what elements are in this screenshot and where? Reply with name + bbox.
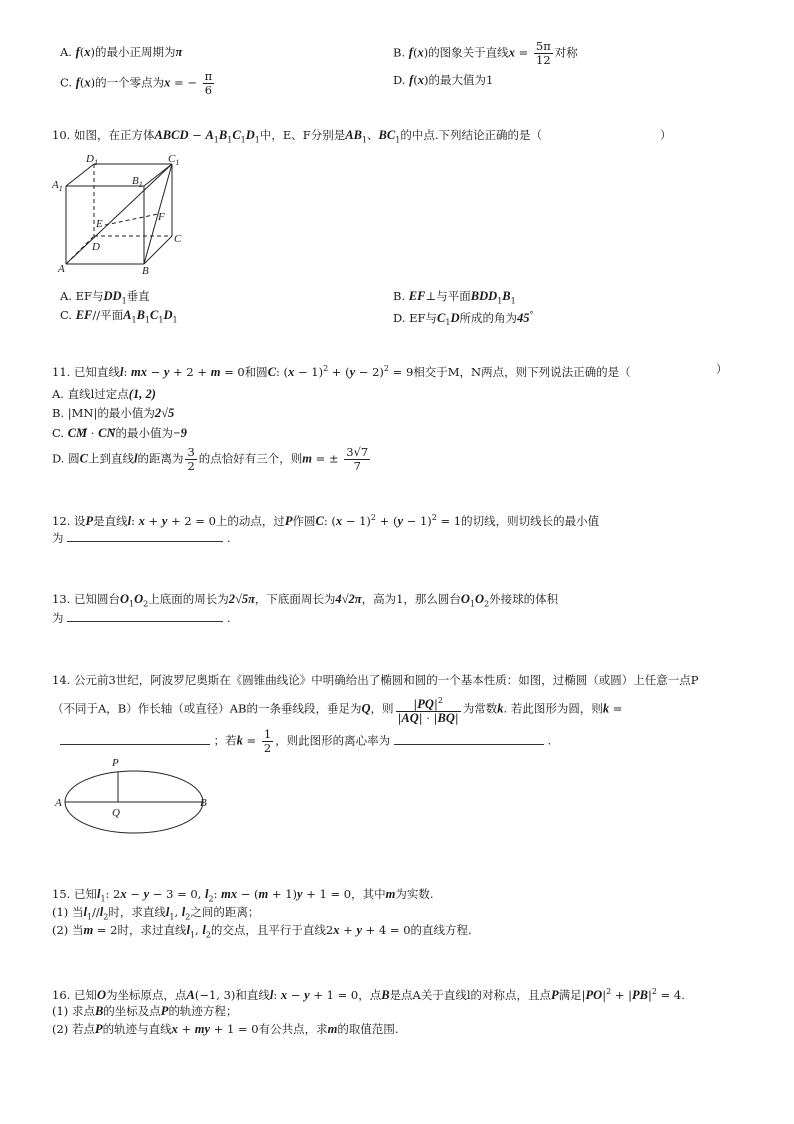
q9-option-c: C. f(x)的一个零点为x = − $\frac{\pi}{6}$ (60, 69, 213, 97)
ellipse-figure (50, 752, 216, 836)
label-d1: $D_1$ (86, 153, 98, 167)
q11-option-a: A. 直线l过定点(1, 2) (52, 387, 156, 401)
q10-option-d: D. EF与$C_1D$所成的角为45° (393, 310, 534, 328)
cube-figure (50, 152, 190, 278)
q12-stem: 12. 设P是直线l: x + y + 2 = 0上的动点，过P作圆C: $(x - 1)^2 + (y - 1)^2 = 1$的切线，则切线长的最小值 (52, 513, 600, 528)
q13-stem: 13. 已知圆台$O_1O_2$上底面的周长为2√5π，下底面周长为4√2π，高为1，那么圆台$O_1O_2$外接球的体积 (52, 592, 559, 609)
label-a1: $A_1$ (52, 179, 63, 193)
label-c1: $C_1$ (168, 153, 180, 167)
label-a-ellipse: A (55, 797, 62, 809)
q16-part1: (1) 求点B的坐标及点P的轨迹方程； (52, 1004, 238, 1018)
q11-option-b: B. |MN|的最小值为2√5 (52, 406, 175, 420)
q15-stem: 15. 已知$l_1$: 2x − y − 3 = 0, $l_2$: mx − (m + 1)y + 1 = 0，其中m为实数. (52, 887, 434, 904)
q14-answer-blank-2[interactable] (394, 732, 544, 745)
q16-stem: 16. 已知O为坐标原点，点A(−1, 3)和直线l: x − y + 1 = 0，点B是点A关于直线l的对称点，且点P满足$|PO|^2 + |PB|^2 = 4$. (52, 987, 685, 1002)
q12-answer-line: 为 . (52, 531, 231, 545)
q13-answer-blank[interactable] (67, 609, 223, 622)
q11-close-paren: ） (716, 362, 728, 376)
q10-option-c: C. EF//平面$A_1B_1C_1D_1$ (60, 308, 178, 325)
label-e: E (96, 218, 103, 230)
label-d: D (92, 241, 100, 253)
label-c: C (174, 233, 182, 245)
q14-line1: 14. 公元前3世纪，阿波罗尼奥斯在《圆锥曲线论》中明确给出了椭圆和圆的一个基本性质：如图，过椭圆（或圆）上任意一点P (52, 673, 699, 687)
q10-stem: 10. 如图，在正方体ABCD − $A_1B_1C_1D_1$中，E、F分别是$AB_1$、$BC_1$的中点.下列结论正确的是（ (52, 128, 542, 145)
label-b-ellipse: B (200, 797, 207, 809)
q15-part2: (2) 当m = 2时，求过直线$l_1$, $l_2$的交点，且平行于直线2x + y + 4 = 0的直线方程. (52, 923, 472, 940)
label-b: B (142, 265, 149, 277)
q9-option-b: B. f(x)的图象关于直线x = $\frac{5\pi}{12}$ 对称 (393, 39, 578, 67)
q16-part2: (2) 若点P的轨迹与直线x + my + 1 = 0有公共点，求m的取值范围. (52, 1022, 399, 1036)
q11-option-c: C. CM⃗ · CN的最小值为−9 (52, 426, 187, 440)
q14-answer-blank-1[interactable] (60, 732, 210, 745)
q9-option-a: A. f(x)的最小正周期为π (60, 45, 183, 59)
q10-close-paren: ） (660, 128, 672, 142)
q12-answer-blank[interactable] (67, 529, 223, 542)
q14-line2: （不同于A，B）作长轴（或直径）AB的一条垂线段，垂足为Q，则 $\frac{|PQ|^2}{|AQ| \cdot |BQ|}$ 为常数k. 若此图形为圆，则k = (52, 696, 623, 725)
q11-stem: 11. 已知直线l: mx − y + 2 + m = 0和圆C: $(x - 1)^2 + (y - 2)^2 = 9$相交于M，N两点，则下列说法正确的是（ (52, 364, 631, 379)
q9-option-d: D. f(x)的最大值为1 (393, 73, 494, 87)
label-q: Q (112, 807, 120, 819)
label-b1: $B_1$ (132, 175, 143, 189)
q11-option-d: D. 圆C上到直线l的距离为 $\frac{3}{2}$ 的点恰好有三个，则m = ± $\frac{3√7}{7}$ (52, 445, 369, 473)
label-f: F (158, 211, 165, 223)
q13-answer-line: 为 . (52, 611, 231, 625)
q10-option-b: B. EF⊥与平面$BDD_1B_1$ (393, 289, 516, 306)
label-p: P (112, 757, 119, 769)
label-a: A (58, 263, 65, 275)
q15-part1: (1) 当$l_1//l_2$时，求直线$l_1$, $l_2$之间的距离； (52, 905, 260, 922)
q14-line3: ；若k = $\frac{1}{2}$ ，则此图形的离心率为 . (60, 728, 551, 755)
q10-option-a: A. EF与$DD_1$垂直 (60, 289, 150, 306)
